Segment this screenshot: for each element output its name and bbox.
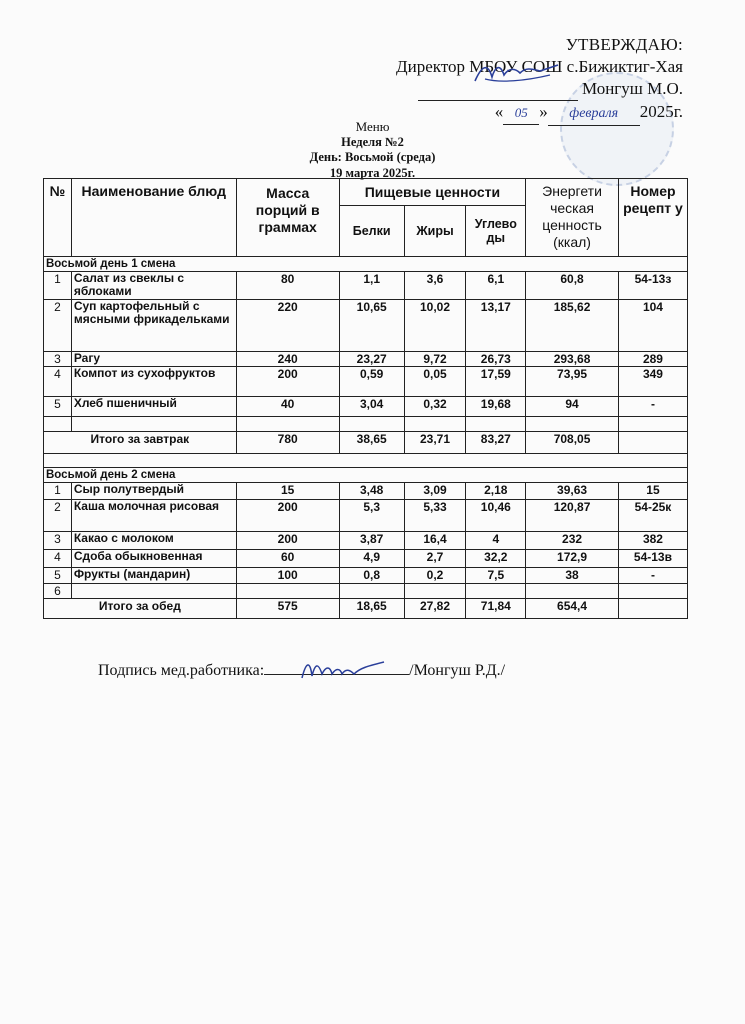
row-fat: 0,05 xyxy=(404,367,466,397)
dish-name: Хлеб пшеничный xyxy=(71,397,236,417)
row-mass: 220 xyxy=(236,300,339,352)
row-recipe: 104 xyxy=(618,300,687,352)
row-recipe xyxy=(618,584,687,599)
total-row-2 xyxy=(44,599,688,619)
row-carb: 32,2 xyxy=(466,550,526,568)
row-energy: 38 xyxy=(526,568,619,584)
row-energy: 60,8 xyxy=(526,272,619,300)
total-energy-2: 654,4 xyxy=(526,599,619,619)
row-mass: 80 xyxy=(236,272,339,300)
row-mass: 200 xyxy=(236,367,339,397)
table-row xyxy=(44,500,688,532)
heading-week: Неделя №2 xyxy=(341,134,404,149)
heading-menu: Меню xyxy=(355,119,390,134)
row-mass: 200 xyxy=(236,532,339,550)
row-energy: 185,62 xyxy=(526,300,619,352)
row-energy: 172,9 xyxy=(526,550,619,568)
total-energy-1: 708,05 xyxy=(526,432,619,454)
row-protein: 0,59 xyxy=(339,367,404,397)
row-energy: 293,68 xyxy=(526,352,619,367)
col-nutrition: Пищевые ценности xyxy=(339,179,525,206)
row-protein xyxy=(339,584,404,599)
row-num: 5 xyxy=(44,568,72,584)
row-fat: 5,33 xyxy=(404,500,466,532)
row-num: 2 xyxy=(44,500,72,532)
row-recipe: - xyxy=(618,568,687,584)
date-day: 05 xyxy=(503,102,539,125)
col-num: № xyxy=(44,179,72,257)
row-energy: 232 xyxy=(526,532,619,550)
row-carb: 19,68 xyxy=(466,397,526,417)
row-carb: 10,46 xyxy=(466,500,526,532)
col-carb: Углево ды xyxy=(466,206,526,257)
section-title-1: Восьмой день 1 смена xyxy=(44,257,688,272)
col-fat: Жиры xyxy=(404,206,466,257)
med-worker-name: /Монгуш Р.Д./ xyxy=(409,662,506,679)
row-carb: 6,1 xyxy=(466,272,526,300)
total-mass-2: 575 xyxy=(236,599,339,619)
row-protein: 0,8 xyxy=(339,568,404,584)
row-mass: 240 xyxy=(236,352,339,367)
row-mass xyxy=(236,584,339,599)
col-protein: Белки xyxy=(339,206,404,257)
table-row xyxy=(44,550,688,568)
row-num: 3 xyxy=(44,352,72,367)
row-fat: 9,72 xyxy=(404,352,466,367)
row-carb: 26,73 xyxy=(466,352,526,367)
row-recipe: 349 xyxy=(618,367,687,397)
row-protein: 3,04 xyxy=(339,397,404,417)
total-label-1: Итого за завтрак xyxy=(44,432,237,454)
row-energy: 39,63 xyxy=(526,483,619,500)
row-num: 1 xyxy=(44,272,72,300)
date-open-quote: « xyxy=(494,102,504,121)
row-fat: 0,2 xyxy=(404,568,466,584)
dish-name: Салат из свеклы с яблоками xyxy=(71,272,236,300)
col-name: Наименование блюд xyxy=(71,179,236,257)
row-fat: 0,32 xyxy=(404,397,466,417)
date-month: февраля xyxy=(548,103,640,126)
table-row xyxy=(44,352,688,367)
medic-signature xyxy=(298,652,388,686)
row-fat: 2,7 xyxy=(404,550,466,568)
total-label-2: Итого за обед xyxy=(44,599,237,619)
table-row xyxy=(44,397,688,417)
row-recipe: 15 xyxy=(618,483,687,500)
table-row xyxy=(44,584,688,599)
date-close-quote: » xyxy=(539,102,548,121)
dish-name: Рагу xyxy=(71,352,236,367)
row-protein: 10,65 xyxy=(339,300,404,352)
col-energy: Энергети ческая ценность (ккал) xyxy=(526,179,619,257)
table-row xyxy=(44,272,688,300)
row-carb: 13,17 xyxy=(466,300,526,352)
row-energy: 94 xyxy=(526,397,619,417)
row-num: 4 xyxy=(44,367,72,397)
menu-table xyxy=(43,178,688,619)
dish-name: Суп картофельный с мясными фрикадельками xyxy=(71,300,236,352)
approval-position: Директор МБОУ СОШ с.Бижиктиг-Хая xyxy=(396,57,683,76)
row-protein: 4,9 xyxy=(339,550,404,568)
table-row xyxy=(44,483,688,500)
header-row xyxy=(44,179,688,206)
row-recipe: 54-13в xyxy=(618,550,687,568)
total-fat-1: 23,71 xyxy=(404,432,466,454)
table-row xyxy=(44,532,688,550)
approval-name: Монгуш М.О. xyxy=(582,79,683,98)
table-row xyxy=(44,367,688,397)
row-recipe: - xyxy=(618,397,687,417)
section-title-2: Восьмой день 2 смена xyxy=(44,468,688,483)
total-fat-2: 27,82 xyxy=(404,599,466,619)
spacer-row xyxy=(44,454,688,468)
row-carb xyxy=(466,584,526,599)
row-num: 4 xyxy=(44,550,72,568)
row-fat: 3,09 xyxy=(404,483,466,500)
row-fat xyxy=(404,584,466,599)
row-energy xyxy=(526,584,619,599)
row-carb: 7,5 xyxy=(466,568,526,584)
total-protein-2: 18,65 xyxy=(339,599,404,619)
row-recipe: 289 xyxy=(618,352,687,367)
section-row-1 xyxy=(44,257,688,272)
row-protein: 3,87 xyxy=(339,532,404,550)
row-recipe: 54-25к xyxy=(618,500,687,532)
row-num: 1 xyxy=(44,483,72,500)
col-recipe: Номер рецепт у xyxy=(618,179,687,257)
row-mass: 15 xyxy=(236,483,339,500)
total-row-1 xyxy=(44,432,688,454)
row-fat: 16,4 xyxy=(404,532,466,550)
row-energy: 73,95 xyxy=(526,367,619,397)
menu-heading xyxy=(0,119,745,181)
row-num: 2 xyxy=(44,300,72,352)
dish-name: Сдоба обыкновенная xyxy=(71,550,236,568)
total-mass-1: 780 xyxy=(236,432,339,454)
row-mass: 100 xyxy=(236,568,339,584)
row-carb: 2,18 xyxy=(466,483,526,500)
dish-name: Какао с молоком xyxy=(71,532,236,550)
director-signature xyxy=(470,57,560,87)
row-mass: 40 xyxy=(236,397,339,417)
row-protein: 3,48 xyxy=(339,483,404,500)
approval-title: УТВЕРЖДАЮ: xyxy=(565,35,683,54)
dish-name: Фрукты (мандарин) xyxy=(71,568,236,584)
row-num: 5 xyxy=(44,397,72,417)
row-fat: 10,02 xyxy=(404,300,466,352)
row-num: 3 xyxy=(44,532,72,550)
row-protein: 1,1 xyxy=(339,272,404,300)
row-recipe: 54-13з xyxy=(618,272,687,300)
row-recipe: 382 xyxy=(618,532,687,550)
dish-name: Компот из сухофруктов xyxy=(71,367,236,397)
row-num: 6 xyxy=(44,584,72,599)
dish-name: Сыр полутвердый xyxy=(71,483,236,500)
row-mass: 60 xyxy=(236,550,339,568)
row-protein: 5,3 xyxy=(339,500,404,532)
row-fat: 3,6 xyxy=(404,272,466,300)
row-protein: 23,27 xyxy=(339,352,404,367)
table-row xyxy=(44,568,688,584)
row-mass: 200 xyxy=(236,500,339,532)
med-signature-label: Подпись мед.работника: xyxy=(98,662,265,679)
total-carb-2: 71,84 xyxy=(466,599,526,619)
row-carb: 17,59 xyxy=(466,367,526,397)
section-row-2 xyxy=(44,468,688,483)
row-energy: 120,87 xyxy=(526,500,619,532)
date-year: 2025г. xyxy=(639,102,683,121)
col-mass: Масса порций в граммах xyxy=(236,179,339,257)
row-carb: 4 xyxy=(466,532,526,550)
table-row xyxy=(44,300,688,352)
heading-date: 19 марта 2025г. xyxy=(329,165,416,180)
dish-name: Каша молочная рисовая xyxy=(71,500,236,532)
total-carb-1: 83,27 xyxy=(466,432,526,454)
heading-day: День: Восьмой (среда) xyxy=(309,150,436,164)
dish-name xyxy=(71,584,236,599)
total-protein-1: 38,65 xyxy=(339,432,404,454)
empty-row xyxy=(44,417,688,432)
